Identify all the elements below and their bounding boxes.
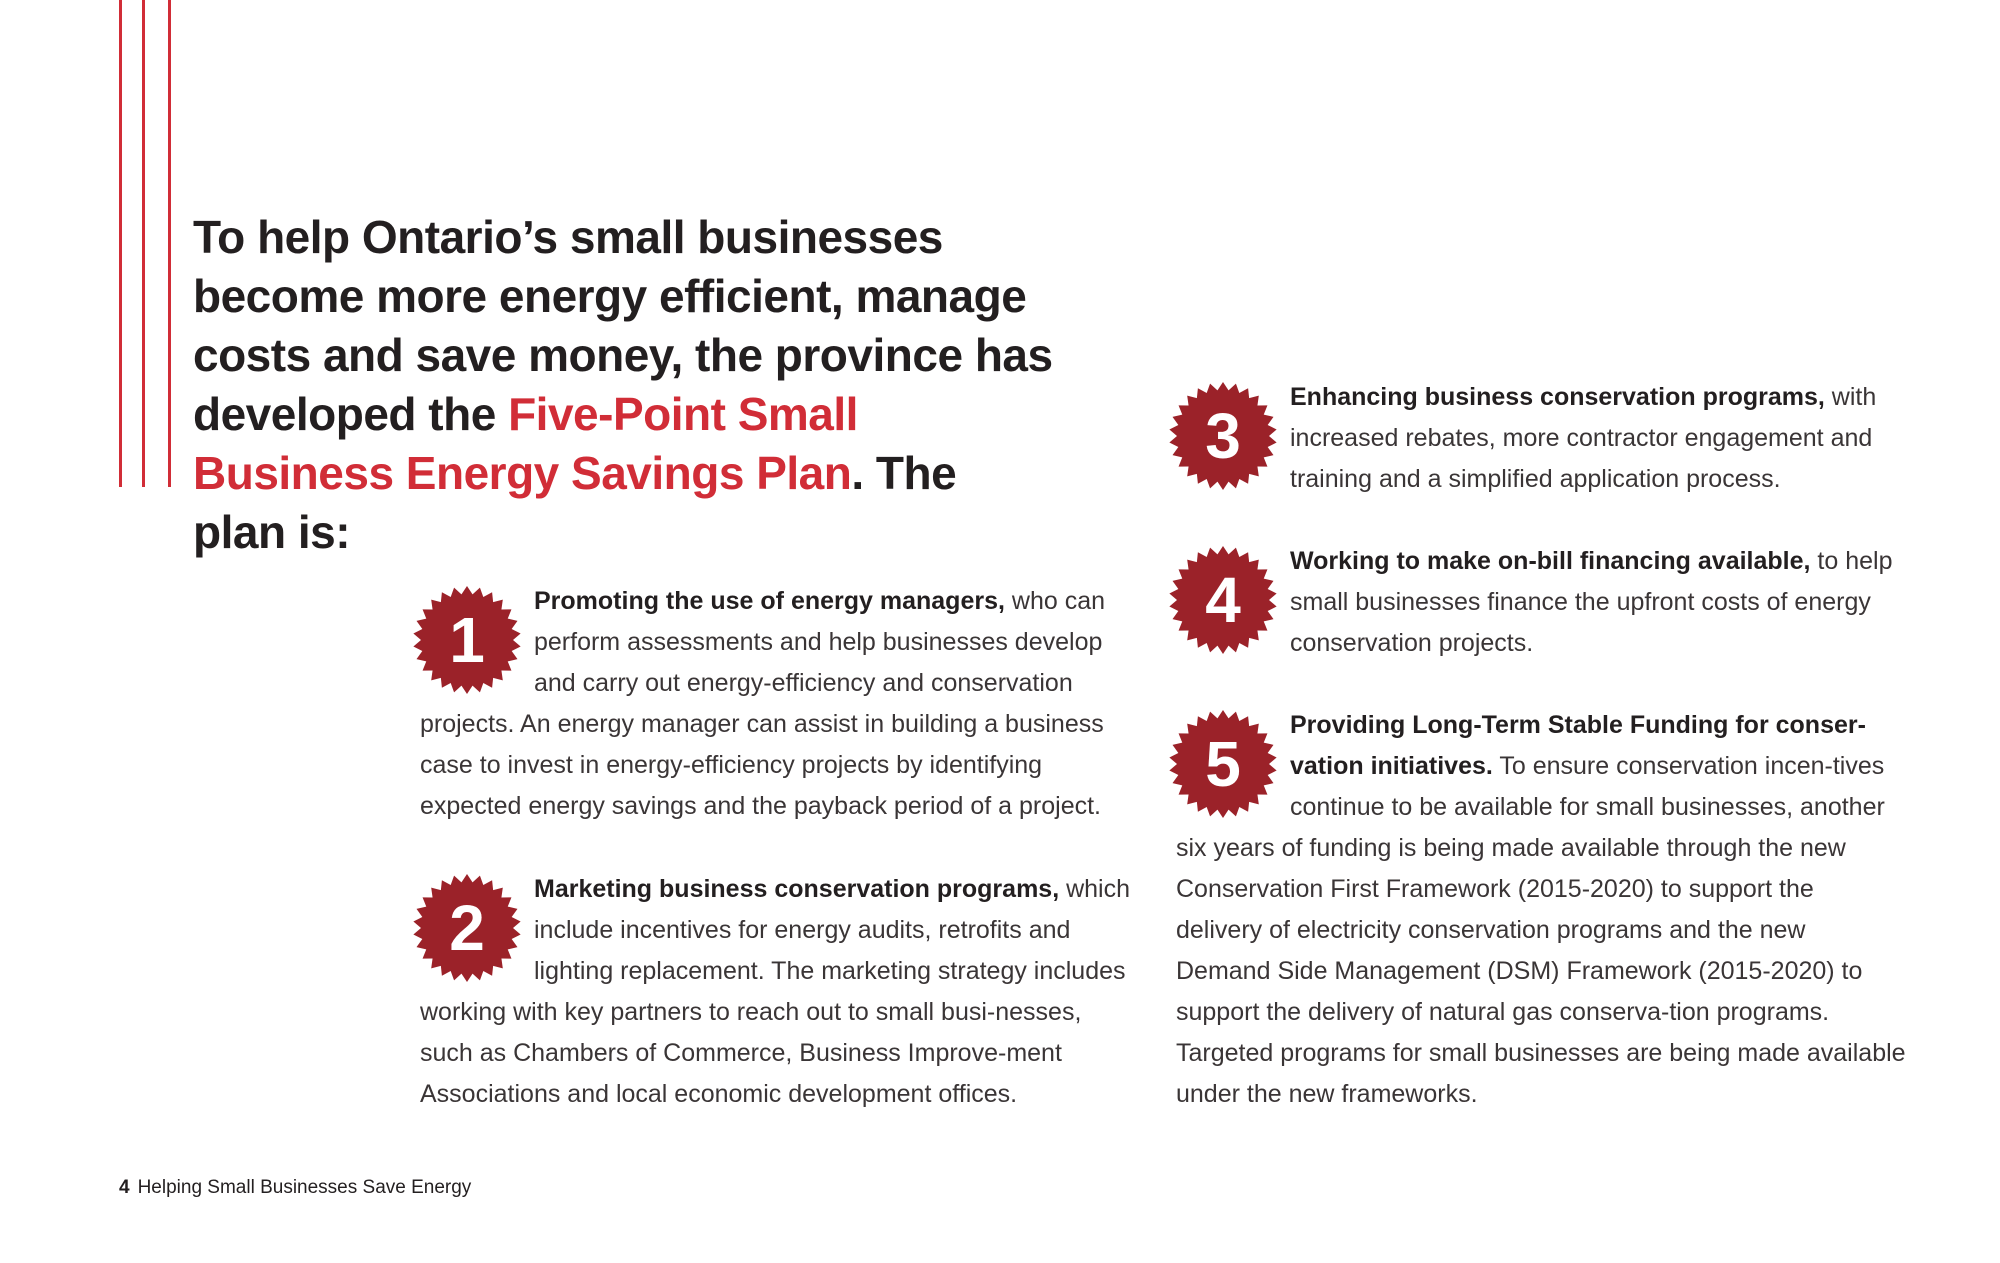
plan-item-body: to help small businesses finance the upfront costs of energy conservation projects. <box>1290 547 1893 657</box>
plan-item-lead: Promoting the use of energy managers, <box>534 587 1005 615</box>
footer-title: Helping Small Businesses Save Energy <box>137 1177 472 1198</box>
plan-item-5 <box>1176 705 1906 1115</box>
plan-item-lead: Marketing business conservation programs, <box>534 875 1060 903</box>
decorative-rule <box>142 0 145 487</box>
page-footer <box>119 1177 471 1199</box>
plan-item-3 <box>1176 377 1906 500</box>
badge-number: 4 <box>1205 564 1241 636</box>
badge-number: 5 <box>1205 728 1241 800</box>
plan-item-body: which include incentives for energy audits, retrofits and lighting replacement. The marketing strategy includes working with key partners to reach out to small busi-nesses, such as Chambers of Commerce, Business Improve-ment Associations and local economic development offices. <box>420 875 1131 1108</box>
plan-item-lead: Providing Long-Term Stable Funding for conser-vation initiatives. <box>1290 711 1866 780</box>
badge-number: 2 <box>449 892 485 964</box>
plan-item-body: who can perform assessments and help businesses develop and carry out energy-efficiency and conservation projects. An energy manager can assist in building a business case to invest in energy-efficiency projects by identifying expected energy savings and the payback period of a project. <box>420 587 1105 820</box>
plan-item-1 <box>420 581 1140 827</box>
number-badge-4 <box>1168 545 1278 655</box>
decorative-rule <box>119 0 122 487</box>
plan-item-body: with increased rebates, more contractor engagement and training and a simplified application process. <box>1290 383 1877 493</box>
badge-number: 1 <box>449 604 485 676</box>
intro-text: To help Ontario’s small businesses become more energy efficient, manage costs and save money, the province has developed the <box>193 211 1053 440</box>
number-badge-2 <box>412 873 522 983</box>
plan-name: Five-Point Small Business Energy Savings Plan <box>193 388 858 499</box>
intro-ending: . The plan is: <box>193 447 957 558</box>
plan-item-4 <box>1176 541 1906 664</box>
number-badge-5 <box>1168 709 1278 819</box>
plan-item-2 <box>420 869 1140 1115</box>
number-badge-1 <box>412 585 522 695</box>
number-badge-3 <box>1168 381 1278 491</box>
decorative-rule <box>168 0 171 487</box>
plan-item-body: To ensure conservation incen-tives continue to be available for small businesses, another six years of funding is being made available through the new Conservation First Framework (2015-2020) to support the delivery of electricity conservation programs and the new Demand Side Management (DSM) Framework (2015-2020) to support the delivery of natural gas conserva-tion programs. Targeted programs for small businesses are being made available under the new frameworks. <box>1176 752 1906 1108</box>
badge-number: 3 <box>1205 400 1241 472</box>
intro-heading <box>193 208 1053 562</box>
plan-item-lead: Enhancing business conservation programs, <box>1290 383 1825 411</box>
plan-item-lead: Working to make on-bill financing available, <box>1290 547 1811 575</box>
page-number: 4 <box>119 1177 130 1198</box>
